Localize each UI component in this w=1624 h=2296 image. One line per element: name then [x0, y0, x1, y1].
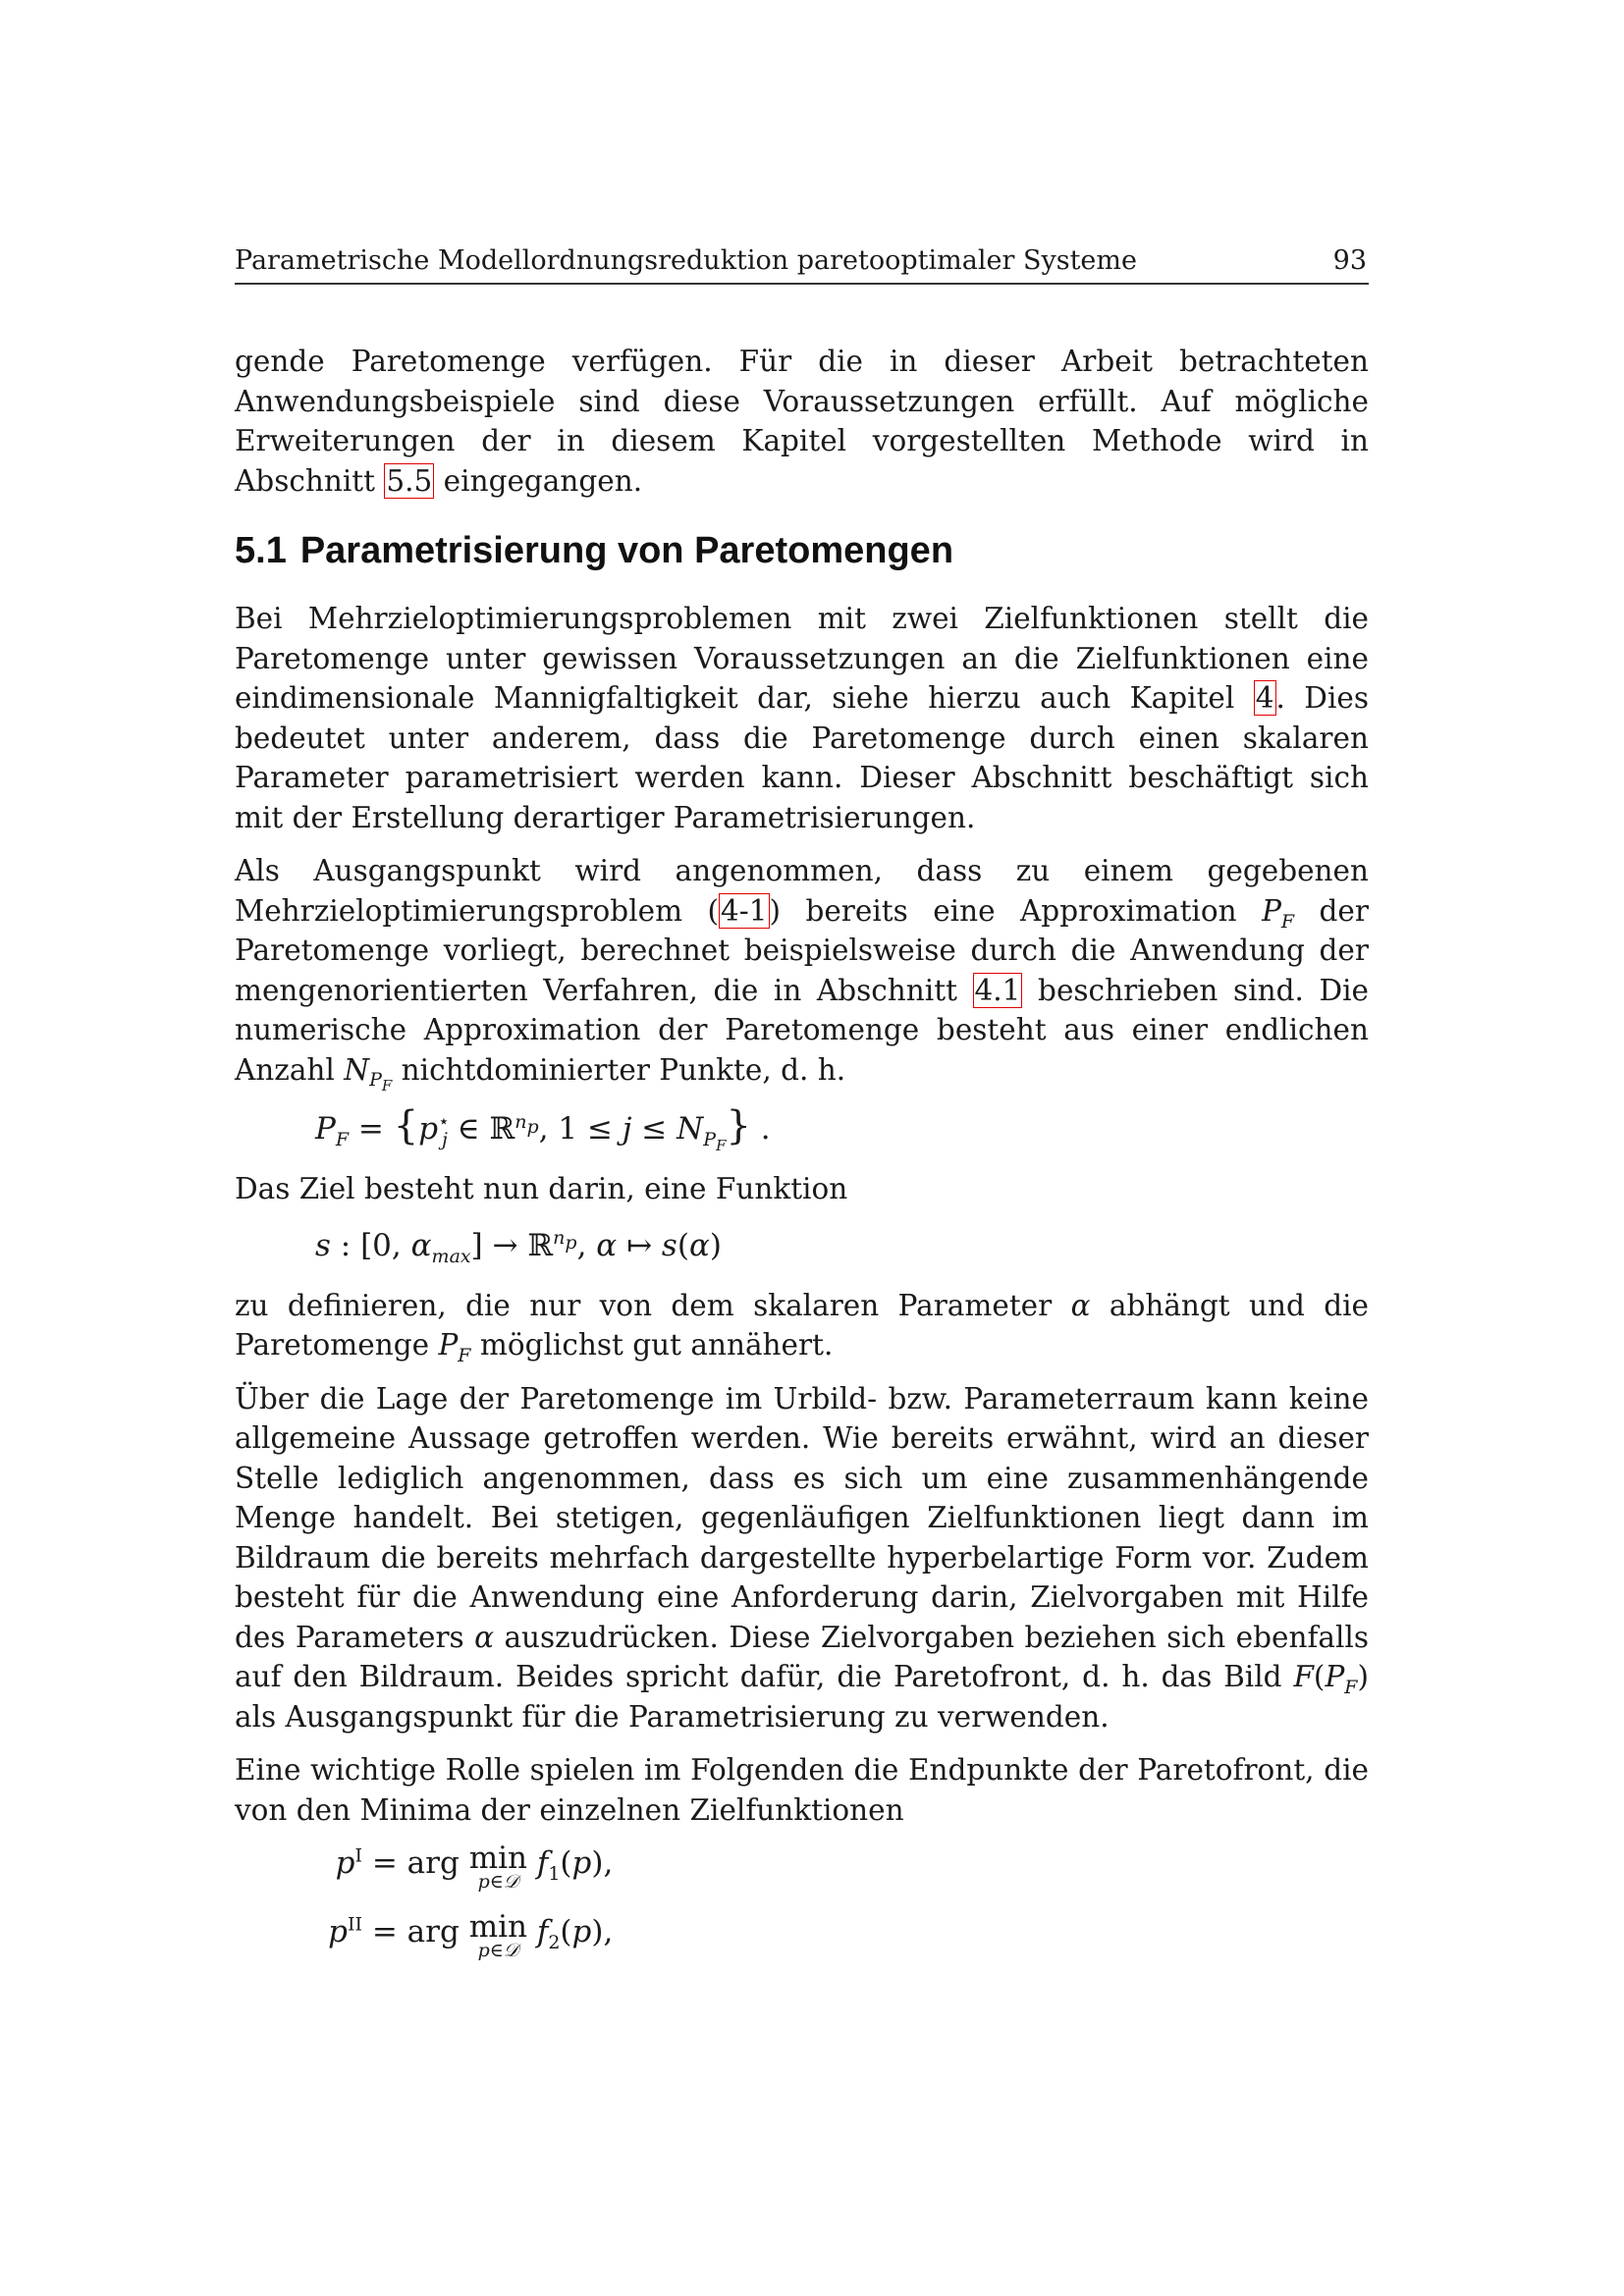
equation-p-one: $p^I$ = arg min p∈𝒟 $f_1(p)$, — [335, 1841, 614, 1893]
paragraph-2: Als Ausgangspunkt wird angenommen, dass zu einem gegebenen Mehrzieloptimierungsproblem (4-1) bereits eine Approximation $P_F$ der Paretomenge vorliegt, berechnet beispielsweise durch die Anwendung der mengenorientierten Verfahren, die in Abschnitt 4.1 beschrieben sind. Die numerische Approximation der Paretomenge besteht aus einer endlichen Anzahl $N_{P_F}$ nichtdominierter Punkte, d. h. — [235, 854, 1369, 1095]
chapter-link-4[interactable]: 4 — [1255, 681, 1274, 715]
section-title: Parametrisierung von Paretomengen — [299, 530, 954, 571]
paragraph-4: zu definieren, die nur von dem skalaren Parameter α abhängt und die Paretomenge $P_F$ möglichst gut annähert. — [235, 1288, 1370, 1366]
equation-link-4-1[interactable]: 4-1 — [721, 893, 768, 928]
page-number: 93 — [1332, 245, 1367, 276]
paragraph-5: Über die Lage der Paretomenge im Urbild- bzw. Parameterraum kann keine allgemeine Aussage getroffen werden. Wie bereits erwähnt, wird an dieser Stelle lediglich angenommen, dass es sich um eine zusammenhängende Menge handelt. Bei stetigen, gegenläufigen Zielfunktionen liegt dann im Bildraum die bereits mehrfach dargestellte hyperbelartige Form vor. Zudem besteht für die Anwendung eine Anforderung darin, Zielvorgaben mit Hilfe des Parameters α auszudrücken. Diese Zielvorgaben beziehen sich ebenfalls auf den Bildraum. Beides spricht dafür, die Paretofront, d. h. das Bild $F(P_F)$ als Ausgangspunkt für die Parametrisierung zu verwenden. — [235, 1381, 1369, 1734]
equation-minima — [235, 1843, 1369, 1981]
section-heading — [235, 528, 1369, 573]
section-link-4-1[interactable]: 4.1 — [974, 973, 1021, 1007]
equation-p-two: $p^{II}$ = arg min p∈𝒟 $f_2(p)$, — [328, 1909, 614, 1961]
equation-paretoset: $P_F = \{p^⋆_j$ ∈ ℝ$^{n_p}$, $1 \le j \le N_{P_F}$} . — [315, 1103, 771, 1154]
math-npf: $N_{P_F}$ — [344, 1052, 393, 1095]
paragraph-6: Eine wichtige Rolle spielen im Folgenden die Endpunkte der Paretofront, die von den Minima der einzelnen Zielfunktionen — [235, 1753, 1369, 1827]
paragraph-3: Das Ziel besteht nun darin, eine Funktion — [235, 1172, 848, 1205]
math-pf: $P_F$ — [1262, 893, 1295, 933]
equation-function-s: s : [0, $\alpha_{max}$] → ℝ$^{n_p}$, α ↦ s(α) — [315, 1227, 722, 1267]
page-body — [235, 342, 1369, 1981]
section-number: 5.1 — [235, 530, 287, 571]
paragraph-1: Bei Mehrzieloptimierungsproblemen mit zwei Zielfunktionen stellt die Paretomenge unter gewissen Voraussetzungen an die Zielfunktionen eine eindimensionale Mannigfaltigkeit dar, siehe hierzu auch Kapitel 4. Dies bedeutet unter anderem, dass die Paretomenge durch einen skalaren Parameter parametrisiert werden kann. Dieser Abschnitt beschäftigt sich mit der Erstellung derartiger Parametrisierungen. — [235, 602, 1369, 834]
running-header — [235, 245, 1369, 285]
header-title: Parametrische Modellordnungsreduktion paretooptimaler Systeme — [235, 245, 1137, 276]
intro-paragraph: gende Paretomenge verfügen. Für die in dieser Arbeit betrachteten Anwendungsbeispiele sind diese Voraussetzungen erfüllt. Auf mögliche Erweiterungen der in diesem Kapitel vorgestellten Methode wird in Abschnitt 5.5 eingegangen. — [235, 345, 1369, 498]
section-link-5-5[interactable]: 5.5 — [386, 463, 433, 498]
